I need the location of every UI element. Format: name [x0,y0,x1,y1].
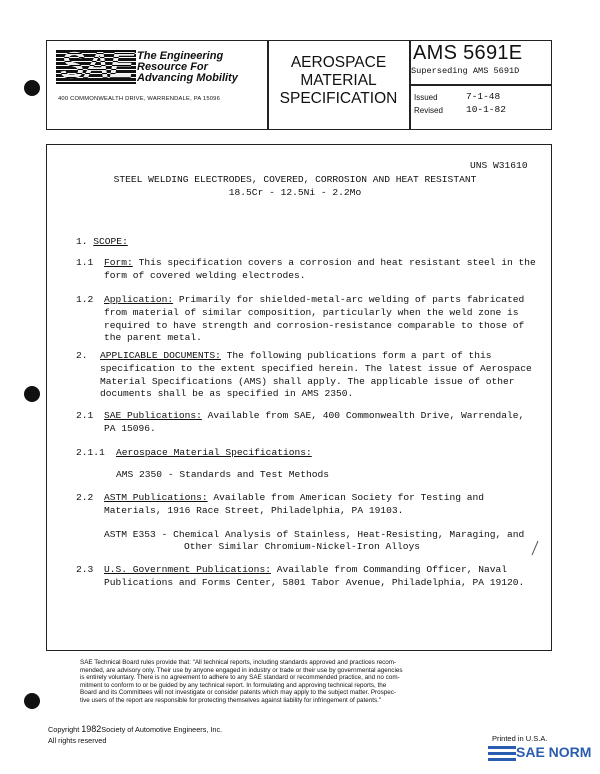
technical-board-notice [80,659,540,705]
sae-tagline [137,51,238,84]
section-1-2-number: 1.2 [76,294,94,305]
header-divider-3 [409,84,551,86]
section-1-number: 1. [76,236,88,247]
section-1-2-text-b: from material of similar composition, particularly when the weld zone is [104,306,519,318]
section-2-1-text-b: PA 15096. [104,422,156,434]
notice-line-2: mended, are advisory only. Their use by anyone engaged in industry or trade or their use by governmental agencies [80,666,403,674]
spec-title-line-2: MATERIAL [300,72,377,89]
watermark-logo [486,742,592,768]
notice-line-1: SAE Technical Board rules provide that: "All technical reports, including standards approved and practices recom- [80,659,397,666]
section-2-1-1-item: AMS 2350 - Standards and Test Methods [116,469,330,480]
copyright-owner: Society of Automotive Engineers, Inc. [101,725,223,734]
section-2-2-text-a: Available from American Society for Testing and [213,492,484,503]
tagline-line-1: The Engineering [137,50,224,62]
section-2-2-item-a: ASTM E353 - Chemical Analysis of Stainless, Heat-Resisting, Maraging, and [104,529,525,540]
ams-number: AMS 5691E [413,42,523,64]
watermark-sae-icon [486,742,520,766]
section-2-1-title: SAE Publications: [104,410,202,421]
binder-hole-middle [24,386,40,402]
section-1-1-text-b: form of covered welding electrodes. [104,269,306,281]
section-2-2-number: 2.2 [76,492,94,503]
revised-date: 10-1-82 [466,104,506,115]
section-1-2-text-c: required to have strength and corrosion-resistance comparable to those of [104,319,525,331]
issued-label: Issued [414,93,438,102]
section-2-1-1-number: 2.1.1 [76,447,105,458]
section-2-2 [104,492,544,518]
section-2 [100,350,544,401]
issued-date: 7-1-48 [466,91,501,102]
tagline-line-2: Resource For [137,61,208,73]
all-rights-reserved: All rights reserved [48,736,107,745]
notice-line-5: Board and its Committees will not investigate or consider patents which may apply to the subject matter. Prospec- [80,689,397,697]
copyright-year: 1982 [81,724,102,734]
section-1-1-text-a: This specification covers a corrosion and heat resistant steel in the [138,257,536,268]
document-title [60,174,530,200]
uns-number: UNS W31610 [470,160,528,171]
section-2-2-title: ASTM Publications: [104,492,208,503]
section-2-3-title: U.S. Government Publications: [104,564,271,575]
section-2-text-a: The following publications form a part of this [226,350,492,361]
copyright-label: Copyright [48,725,80,734]
section-2-1 [104,410,544,436]
section-2-text-d: documents shall be as specified in AMS 2350. [100,388,354,400]
section-1-2 [104,294,544,345]
stray-mark [530,540,540,556]
spec-title-line-3: SPECIFICATION [279,90,398,107]
section-2-3-number: 2.3 [76,564,94,575]
binder-hole-top [24,80,40,96]
spec-title [268,54,409,108]
section-1-2-title: Application: [104,294,174,305]
section-2-2-item-b: Other Similar Chromium-Nickel-Iron Alloys [184,541,421,552]
section-2-1-text-a: Available from SAE, 400 Commonwealth Drive, Warrendale, [207,410,525,421]
superseding-note: Superseding AMS 5691D [411,66,520,76]
sae-logo-text: SAE [59,45,133,87]
section-1-2-text-a: Primarily for shielded-metal-arc welding of parts fabricated [178,294,525,305]
copyright [48,724,222,734]
notice-line-6: tive users of the report are responsible for protecting themselves against liability for infringement of patents." [80,696,382,704]
section-1-2-text-d: the parent metal. [104,332,202,344]
section-2-3 [104,564,548,590]
tagline-line-3: Advancing Mobility [137,72,238,84]
watermark-text: SAE NORM [516,744,592,760]
printed-in-usa: Printed in U.S.A. [492,734,548,743]
binder-hole-bottom [24,693,40,709]
notice-line-4: mitment to conform to or be guided by any technical report. In formulating and approving technical reports, the [80,681,387,689]
spec-title-line-1: AEROSPACE [290,54,387,71]
section-1-heading [76,236,128,249]
section-1-1-number: 1.1 [76,257,94,268]
section-1-1 [104,257,544,283]
title-line-2: 18.5Cr - 12.5Ni - 2.2Mo [228,186,362,198]
title-line-1: STEEL WELDING ELECTRODES, COVERED, CORROSION AND HEAT RESISTANT [113,174,477,185]
section-2-text-c: Material Specifications (AMS) shall apply. The applicable issue of other [100,375,515,387]
section-2-3-text-b: Publications and Forms Center, 5801 Tabor Avenue, Philadelphia, PA 19120. [104,576,525,588]
notice-line-3: is entirely voluntary. There is no agreement to adhere to any SAE standard or recommended practice, and no com- [80,674,400,682]
section-2-title: APPLICABLE DOCUMENTS: [100,350,221,361]
section-2-2-text-b: Materials, 1916 Race Street, Philadelphia, PA 19103. [104,504,404,516]
revised-label: Revised [414,106,443,115]
section-2-1-number: 2.1 [76,410,94,421]
sae-address: 400 COMMONWEALTH DRIVE, WARRENDALE, PA 15096 [58,96,221,102]
section-2-text-b: specification to the extent specified herein. The latest issue of Aerospace [100,362,532,374]
section-2-3-text-a: Available from Commanding Officer, Naval [276,564,508,575]
section-1-title: SCOPE: [93,236,128,247]
section-2-1-1-title: Aerospace Material Specifications: [116,447,312,458]
section-1-1-title: Form: [104,257,133,268]
section-2-number: 2. [76,350,88,361]
